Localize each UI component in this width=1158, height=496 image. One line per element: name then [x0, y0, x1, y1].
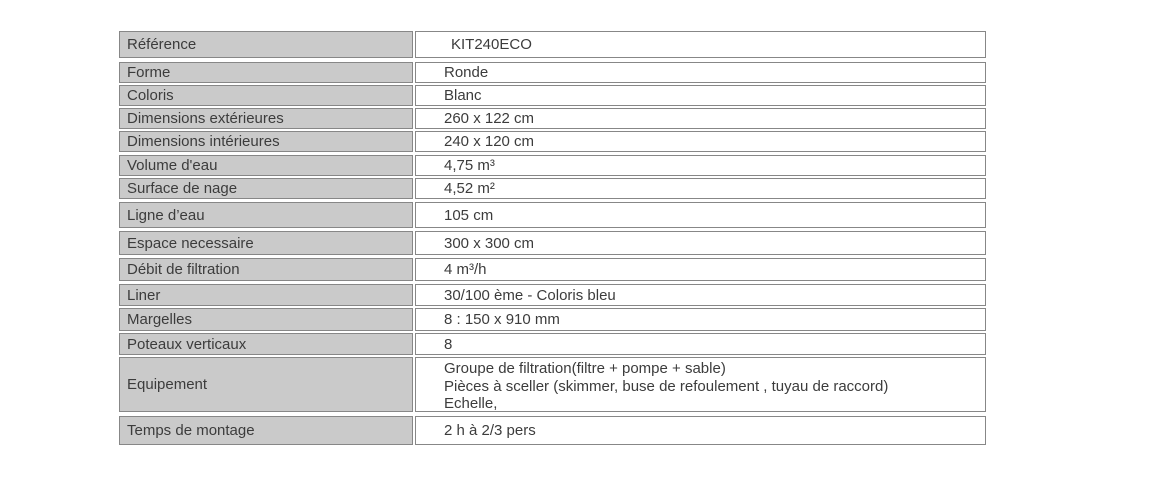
- spec-row-ligne-eau: [119, 202, 986, 228]
- row-value: 30/100 ème - Coloris bleu: [415, 284, 986, 306]
- row-value: 260 x 122 cm: [415, 108, 986, 129]
- spec-table: [119, 31, 986, 445]
- row-label: Coloris: [119, 85, 413, 106]
- equipement-line-1: Groupe de filtration(filtre + pompe + sable): [444, 360, 726, 377]
- spec-row-margelles: [119, 308, 986, 331]
- row-value: 4 m³/h: [415, 258, 986, 281]
- spec-row-dimensions-interieures: [119, 131, 986, 152]
- spec-row-debit-de-filtration: [119, 258, 986, 281]
- row-label: Equipement: [119, 357, 413, 412]
- row-value: KIT240ECO: [415, 31, 986, 58]
- row-value: 105 cm: [415, 202, 986, 228]
- row-label: Volume d'eau: [119, 155, 413, 176]
- row-label: Débit de filtration: [119, 258, 413, 281]
- row-label: Forme: [119, 62, 413, 83]
- row-value: 4,52 m²: [415, 178, 986, 199]
- spec-row-volume-eau: [119, 155, 986, 176]
- row-label: Surface de nage: [119, 178, 413, 199]
- row-label: Dimensions extérieures: [119, 108, 413, 129]
- spec-row-poteaux-verticaux: [119, 333, 986, 355]
- row-value: 4,75 m³: [415, 155, 986, 176]
- spec-row-reference: [119, 31, 986, 58]
- row-label: Margelles: [119, 308, 413, 331]
- row-value: 240 x 120 cm: [415, 131, 986, 152]
- row-value: 8: [415, 333, 986, 355]
- spec-row-coloris: [119, 85, 986, 106]
- row-label: Liner: [119, 284, 413, 306]
- equipement-line-2: Pièces à sceller (skimmer, buse de refoulement , tuyau de raccord): [444, 377, 889, 395]
- row-value: [415, 357, 986, 412]
- row-label: Espace necessaire: [119, 231, 413, 255]
- row-value: Blanc: [415, 85, 986, 106]
- spec-row-espace-necessaire: [119, 231, 986, 255]
- row-label: Temps de montage: [119, 416, 413, 445]
- spec-row-surface-de-nage: [119, 178, 986, 199]
- equipement-line-3: Echelle,: [444, 395, 498, 412]
- row-value: Ronde: [415, 62, 986, 83]
- row-label: Poteaux verticaux: [119, 333, 413, 355]
- row-label: Référence: [119, 31, 413, 58]
- row-value: 8 : 150 x 910 mm: [415, 308, 986, 331]
- spec-row-dimensions-exterieures: [119, 108, 986, 129]
- spec-row-equipement: [119, 357, 986, 412]
- spec-row-temps-de-montage: [119, 416, 986, 445]
- row-value: 2 h à 2/3 pers: [415, 416, 986, 445]
- row-label: Ligne d’eau: [119, 202, 413, 228]
- row-value: 300 x 300 cm: [415, 231, 986, 255]
- row-label: Dimensions intérieures: [119, 131, 413, 152]
- spec-row-forme: [119, 62, 986, 83]
- spec-row-liner: [119, 284, 986, 306]
